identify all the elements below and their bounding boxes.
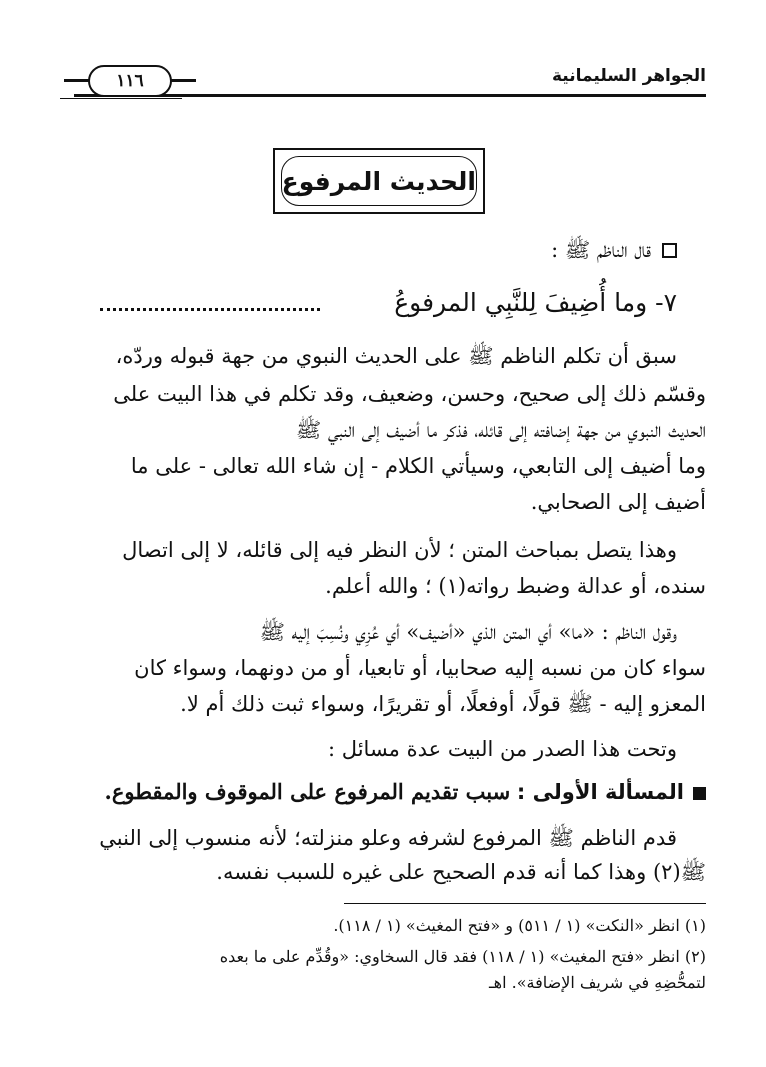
square-bullet-icon xyxy=(662,243,677,258)
issue-text: سبب تقديم المرفوع على الموقوف والمقطوع. xyxy=(104,779,511,804)
paragraph-line: وقول الناظم : «ما» أي المتن الذي «أضيف» أي عُزِي ونُسِبَ إليه ﷺ xyxy=(259,620,677,644)
page-number: ١١٦ xyxy=(88,65,172,97)
paragraph-line: وما أضيف إلى التابعي، وسيأتي الكلام - إن شاء الله تعالى - على ما xyxy=(130,454,706,478)
paragraph-line: أضيف إلى الصحابي. xyxy=(530,490,706,514)
footnote: (٢) انظر «فتح المغيث» (١ / ١١٨) فقد قال السخاوي: «وقُدِّم على ما بعده xyxy=(219,947,706,966)
paragraph-line: ﷺ(٢) وهذا كما أنه قدم الصحيح على غيره للسبب نفسه. xyxy=(216,860,706,884)
paragraph-line: سواء كان من نسبه إليه صحابيا، أو تابعيا، أو من دونهما، وسواء كان xyxy=(134,656,706,680)
running-header xyxy=(60,62,706,102)
square-bullet-filled-icon xyxy=(693,787,706,800)
verse-dotted-filler xyxy=(100,308,320,311)
paragraph-line: سبق أن تكلم الناظم ﷺ على الحديث النبوي من جهة قبوله وردّه، xyxy=(115,344,677,368)
header-rule-lower xyxy=(60,98,182,99)
footnote-continuation: لتمحُّضِهِ في شريف الإضافة». اهـ xyxy=(488,973,706,992)
issue-label: المسألة الأولى : xyxy=(516,780,684,804)
chapter-title-frame xyxy=(273,148,485,214)
book-title: الجواهر السليمانية xyxy=(551,66,706,86)
paragraph-line: وتحت هذا الصدر من البيت عدة مسائل : xyxy=(328,737,677,761)
paragraph-line: وقسّم ذلك إلى صحيح، وحسن، وضعيف، وقد تكلم في هذا البيت على xyxy=(113,382,706,406)
paragraph-line: الحديث النبوي من جهة إضافته إلى قائله، فذكر ما أضيف إلى النبي ﷺ xyxy=(295,418,706,442)
paragraph-line: المعزو إليه - ﷺ قولًا، أوفعلًا، أو تقريرًا، وسواء ثبت ذلك أم لا. xyxy=(180,692,706,716)
footnote-separator xyxy=(344,903,706,904)
paragraph-line: قدم الناظم ﷺ المرفوع لشرفه وعلو منزلته؛ لأنه منسوب إلى النبي xyxy=(99,826,677,850)
paragraph-line: سنده، أو عدالة وضبط رواته(١) ؛ والله أعلم. xyxy=(325,574,706,598)
footnote: (١) انظر «النكت» (١ / ٥١١) و «فتح المغيث» (١ / ١١٨). xyxy=(333,916,706,935)
header-rule xyxy=(74,94,706,97)
issue-heading xyxy=(105,777,684,807)
chapter-title: الحديث المرفوع xyxy=(281,167,476,196)
chapter-title-inner-border xyxy=(281,156,477,206)
paragraph-line: وهذا يتصل بمباحث المتن ؛ لأن النظر فيه إلى قائله، لا إلى اتصال xyxy=(122,538,677,562)
verse-line: ٧- وما أُضِيفَ لِلنَّبِي المرفوعُ xyxy=(394,288,677,317)
intro-line: قال الناظم ﷺ : xyxy=(551,238,651,262)
